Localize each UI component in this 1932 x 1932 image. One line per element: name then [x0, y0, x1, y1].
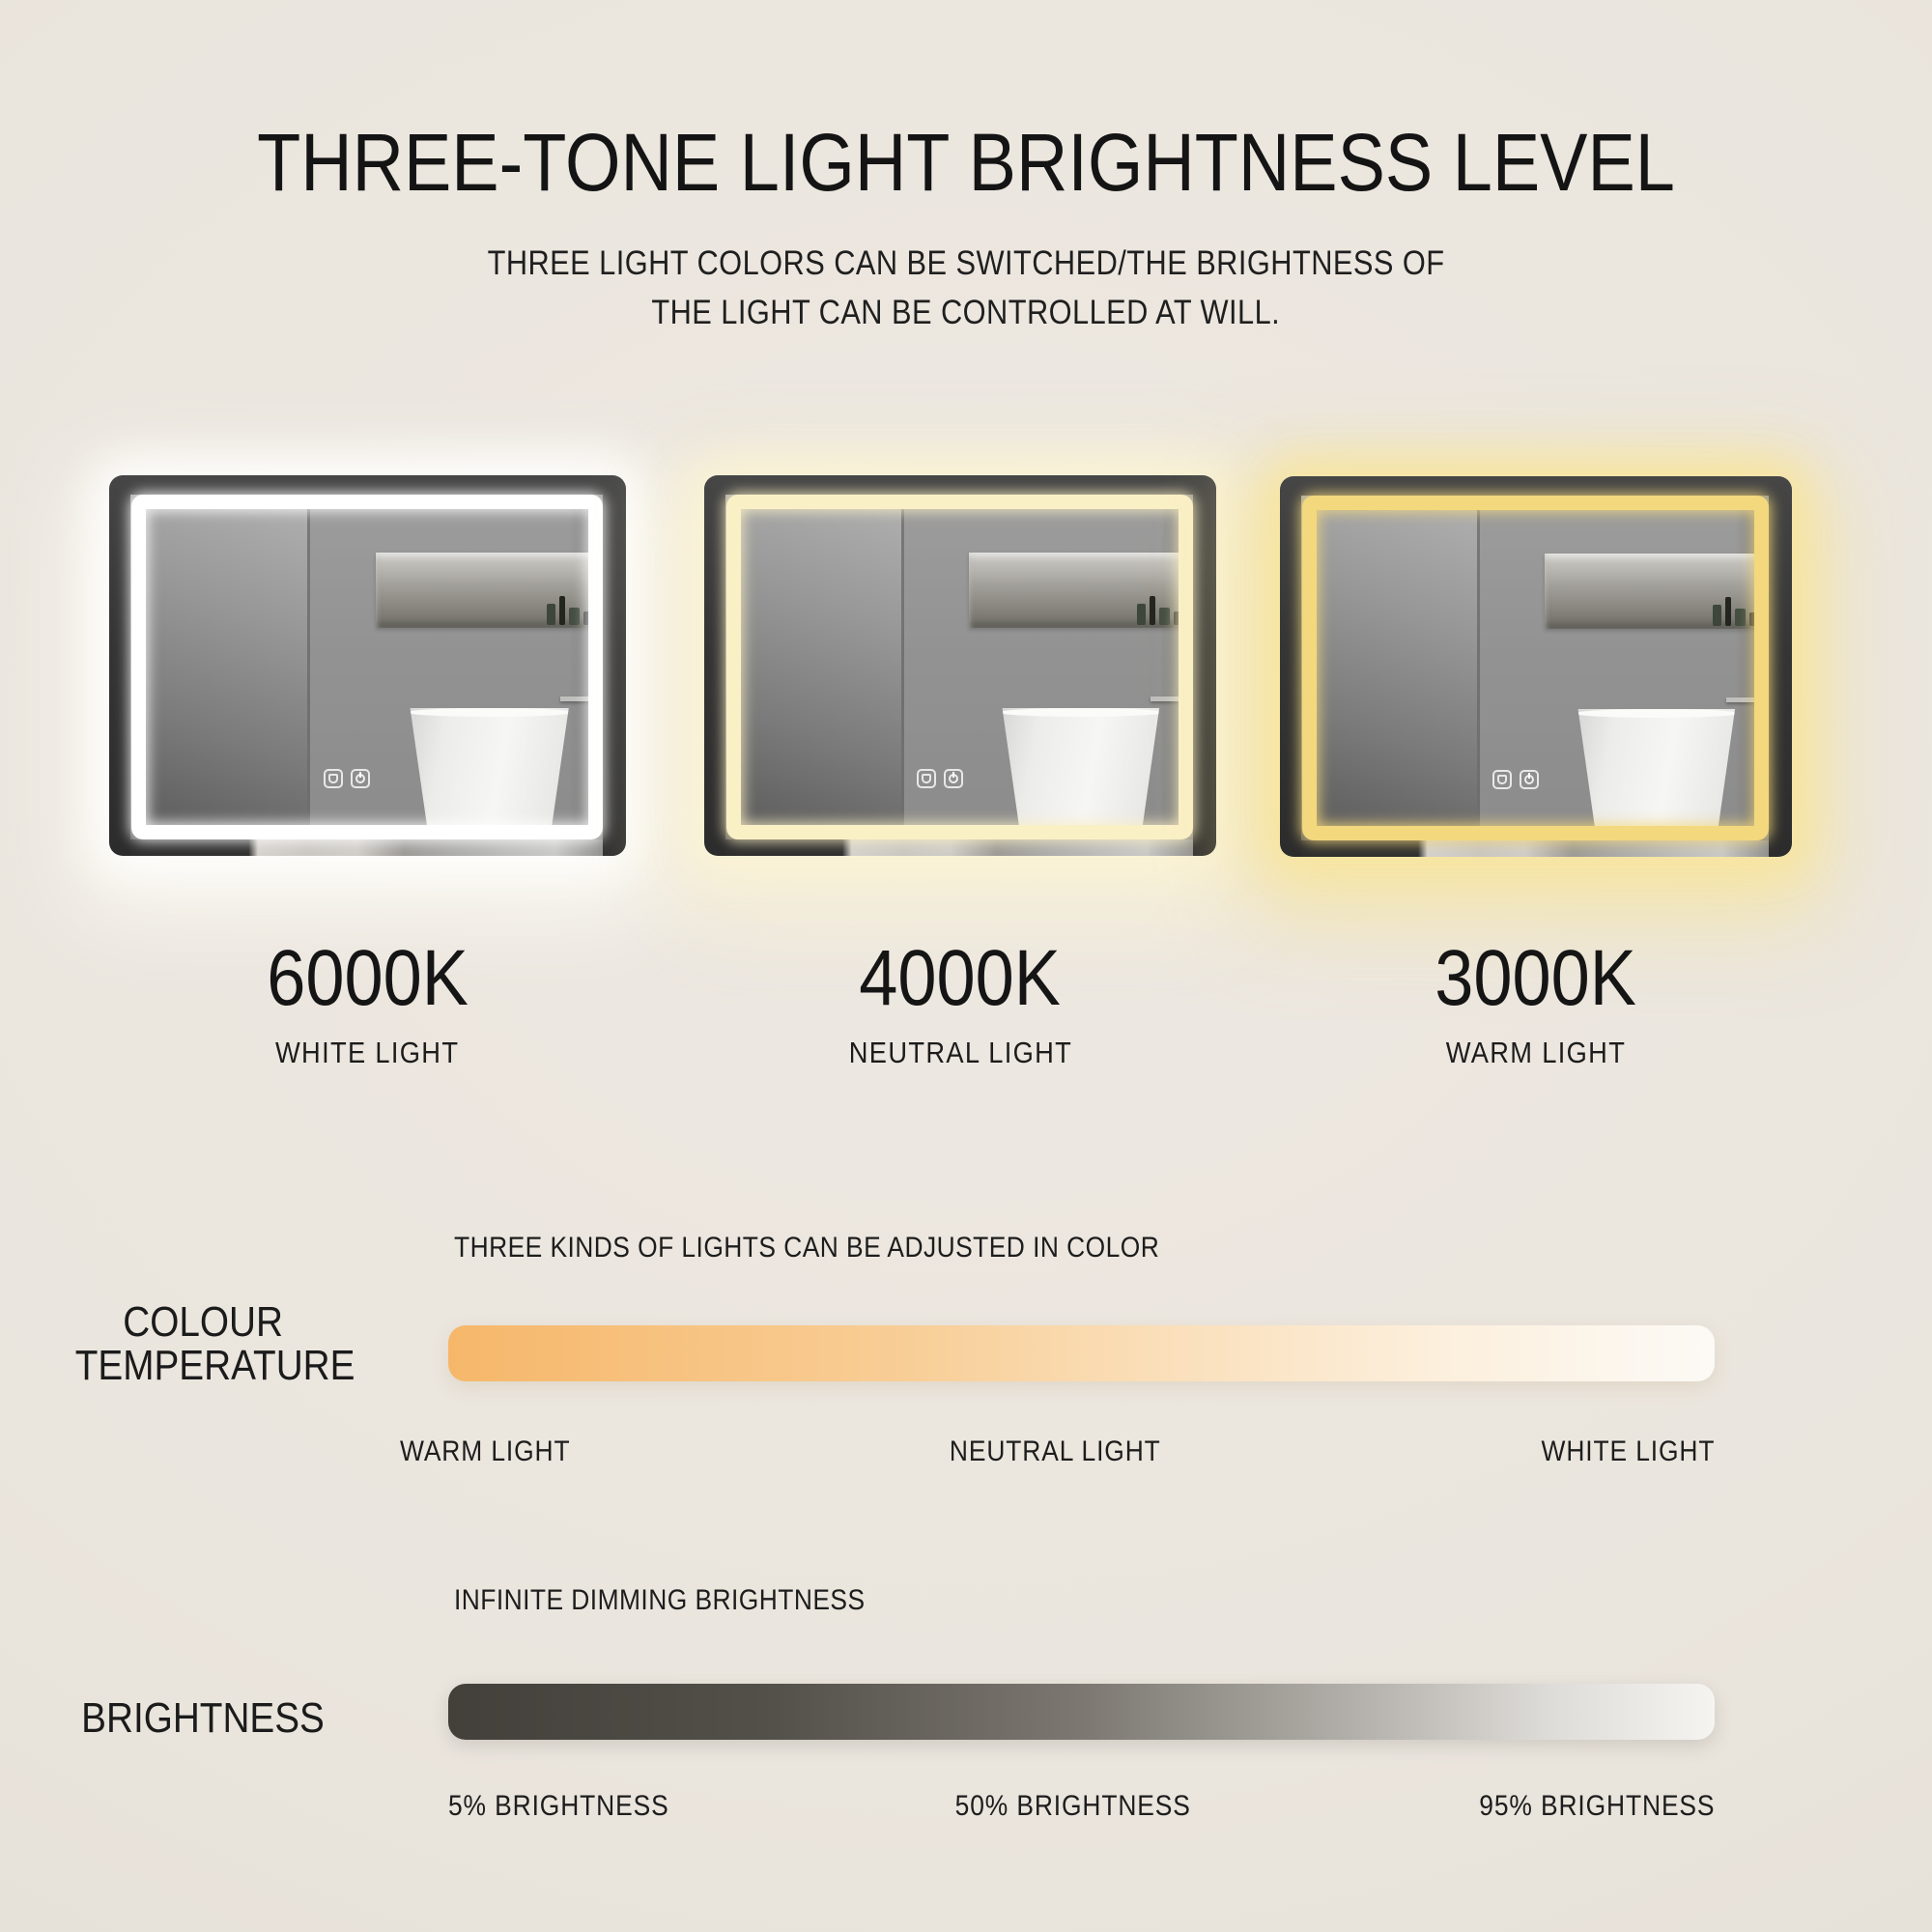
mirror-3000k [1280, 476, 1792, 857]
colour-temperature-row-label: COLOUR TEMPERATURE [74, 1298, 355, 1389]
led-strip [131, 495, 603, 839]
kelvin-label-4000k: 4000K [859, 934, 1062, 1022]
brightness-ticks [448, 1790, 1715, 1823]
tick-warm-light: WARM LIGHT [400, 1435, 571, 1467]
subtitle-line-2: THE LIGHT CAN BE CONTROLLED AT WILL. [651, 294, 1281, 331]
tick-5-brightness: 5% BRIGHTNESS [448, 1790, 669, 1822]
kelvin-label-6000k: 6000K [267, 934, 469, 1022]
page-subtitle [0, 239, 1932, 337]
led-strip [726, 495, 1193, 839]
tick-white-light: WHITE LIGHT [1541, 1435, 1715, 1467]
counter-reflection [130, 839, 603, 856]
colour-temperature-gradient-bar [448, 1325, 1715, 1381]
led-strip [1302, 496, 1769, 840]
colour-temperature-heading: THREE KINDS OF LIGHTS CAN BE ADJUSTED IN COLOR [454, 1232, 1160, 1264]
mirror-4000k [704, 475, 1216, 856]
mirror-6000k [109, 475, 626, 856]
brightness-heading: INFINITE DIMMING BRIGHTNESS [454, 1584, 866, 1616]
kelvin-label-3000k: 3000K [1435, 934, 1637, 1022]
colour-temperature-ticks [400, 1435, 1715, 1468]
brightness-row-label: BRIGHTNESS [81, 1694, 325, 1742]
page-title: THREE-TONE LIGHT BRIGHTNESS LEVEL [257, 117, 1675, 208]
tick-50-brightness: 50% BRIGHTNESS [954, 1790, 1191, 1822]
light-name-warm: WARM LIGHT [1445, 1036, 1627, 1069]
counter-reflection [1301, 840, 1769, 857]
tick-neutral-light: NEUTRAL LIGHT [950, 1435, 1161, 1467]
light-name-neutral: NEUTRAL LIGHT [848, 1036, 1072, 1069]
subtitle-line-1: THREE LIGHT COLORS CAN BE SWITCHED/THE BRIGHTNESS OF [487, 244, 1445, 282]
counter-reflection [725, 839, 1193, 856]
tick-95-brightness: 95% BRIGHTNESS [1478, 1790, 1715, 1822]
light-name-white: WHITE LIGHT [275, 1036, 460, 1069]
brightness-gradient-bar [448, 1684, 1715, 1740]
